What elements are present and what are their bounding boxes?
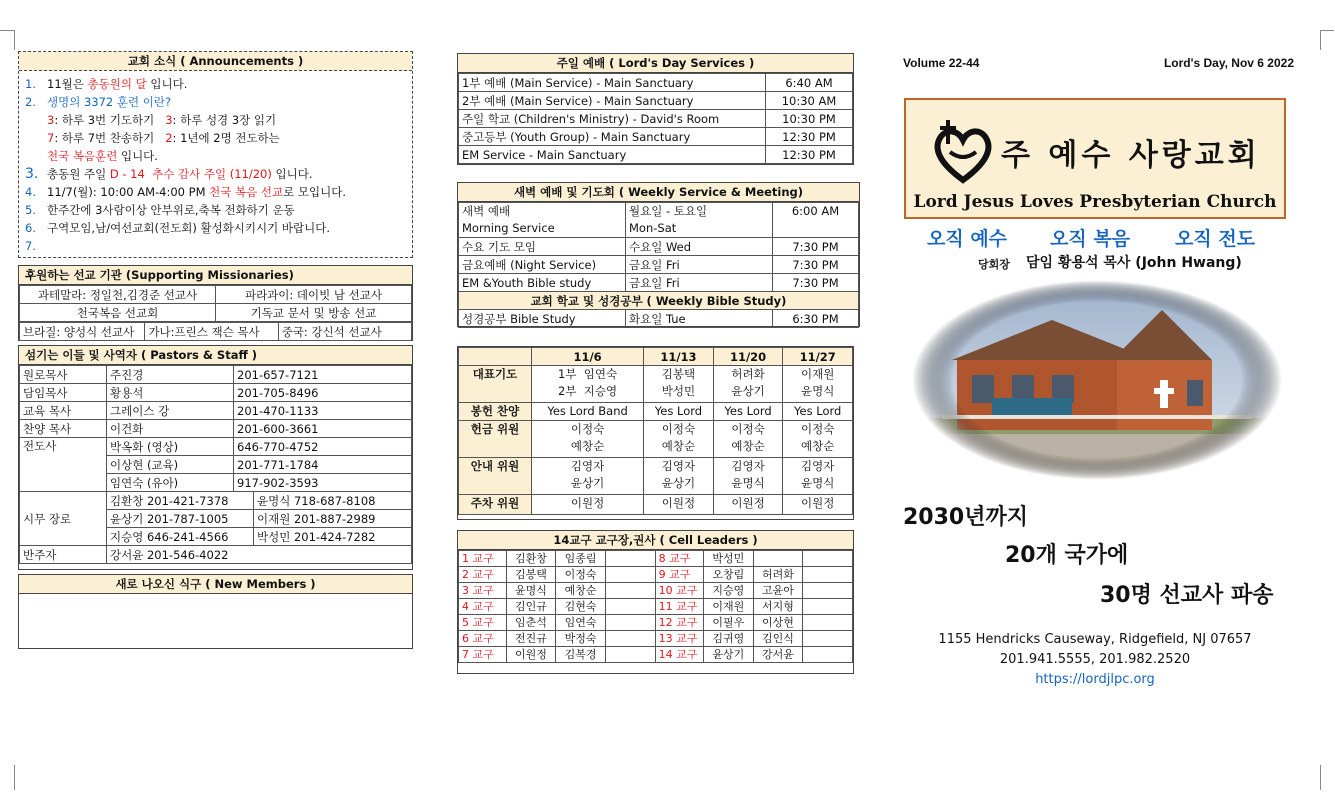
duty-label: 헌금 위원 — [459, 421, 532, 458]
duty-cell — [713, 458, 783, 495]
cell-leader: 박성민 — [703, 551, 753, 567]
duty-name: 2부 지승영 — [558, 384, 618, 398]
duty-name: 예창순 — [731, 439, 765, 453]
duty-cell — [713, 421, 783, 458]
cell-leader: 김현숙 — [556, 599, 606, 615]
lords-day-box — [457, 53, 854, 165]
duty-name: 김영자 — [570, 459, 605, 473]
cell-leader: 김환창 — [506, 551, 556, 567]
cell-leader: 지승영 — [703, 583, 753, 599]
service-time: 12:30 PM — [766, 128, 853, 146]
weekly-service: EM &Youth Bible study — [459, 274, 626, 292]
cell-leader: 전진규 — [506, 631, 556, 647]
missionaries-title: 후원하는 선교 기관 (Supporting Missionaries) — [19, 266, 412, 285]
duty-name: Yes Lord — [794, 404, 842, 418]
vision-line-3: 30명 선교사 파송 — [1100, 583, 1274, 608]
duty-cell — [713, 495, 783, 515]
staff-name: 이상현 (교육) — [107, 456, 234, 474]
logo-korean: 주 예수 사랑교회 — [1001, 138, 1261, 173]
service-time: 10:30 PM — [766, 110, 853, 128]
cell-leader — [803, 551, 853, 567]
duty-row — [459, 403, 853, 421]
cell-group: 1 교구 — [459, 551, 507, 567]
cell-leaders-title: 14교구 교구장,권사 ( Cell Leaders ) — [458, 531, 853, 550]
missionary-cell: 중국: 강신석 선교사 — [278, 323, 411, 341]
cell-group: 14 교구 — [655, 647, 703, 663]
duty-row — [459, 421, 853, 458]
duty-date: 11/13 — [644, 348, 714, 366]
staff-box — [18, 345, 413, 570]
announcement-item — [25, 183, 406, 201]
cell-row — [459, 615, 853, 631]
duty-cell — [783, 403, 853, 421]
duty-corner — [459, 348, 532, 366]
cell-leader — [605, 551, 655, 567]
duty-box — [457, 346, 854, 520]
duty-name: 예창순 — [801, 439, 835, 453]
duty-cell — [532, 366, 644, 403]
service-name: EM Service - Main Sanctuary — [459, 146, 766, 164]
staff-phone: 917-902-3593 — [234, 474, 412, 492]
elder-entry: 지승영 646-241-4566 — [107, 528, 254, 546]
weekly-box — [457, 182, 860, 327]
staff-name: 황용석 — [107, 384, 234, 402]
weekly-time: 7:30 PM — [773, 274, 859, 292]
cell-group: 7 교구 — [459, 647, 507, 663]
phones: 201.941.5555, 201.982.2520 — [999, 652, 1191, 667]
cell-group: 5 교구 — [459, 615, 507, 631]
cell-leader: 김인규 — [506, 599, 556, 615]
duty-name: 이정숙 — [731, 422, 765, 436]
duty-name: 김봉택 — [661, 367, 696, 381]
service-name: 중고등부 (Youth Group) - Main Sanctuary — [459, 128, 766, 146]
announcement-text: : 하루 7번 찬송하기 — [54, 131, 166, 145]
cell-group: 2 교구 — [459, 567, 507, 583]
slogan-2: 오직 복음 — [1050, 228, 1131, 250]
bible-study-title: 교회 학교 및 성경공부 ( Weekly Bible Study) — [459, 292, 859, 310]
weekly-time: 7:30 PM — [773, 238, 859, 256]
weekly-time: 7:30 PM — [773, 256, 859, 274]
church-photo — [912, 280, 1282, 480]
duty-cell — [532, 421, 644, 458]
service-time: 12:30 PM — [766, 146, 853, 164]
cell-group: 12 교구 — [655, 615, 703, 631]
announcement-item — [25, 111, 406, 129]
cell-leader: 임연숙 — [556, 615, 606, 631]
staff-phone: 646-770-4752 — [234, 438, 412, 456]
weekly-title: 새벽 예배 및 기도회 ( Weekly Service & Meeting) — [458, 183, 859, 202]
announcement-text: 로 모입니다. — [283, 185, 346, 199]
duty-label: 봉헌 찬양 — [459, 403, 532, 421]
cell-leader: 김봉택 — [506, 567, 556, 583]
weekly-day: 화요일 Tue — [626, 310, 773, 328]
missionary-cell: 가나:프린스 잭슨 목사 — [145, 323, 278, 341]
missionary-cell: 과테말라: 정일천,김경준 선교사 — [20, 286, 216, 304]
address: 1155 Hendricks Causeway, Ridgefield, NJ 07657 — [938, 632, 1252, 647]
cell-leader — [605, 583, 655, 599]
announcement-item — [25, 93, 406, 111]
cell-leader: 이재원 — [703, 599, 753, 615]
duty-cell — [783, 366, 853, 403]
announcement-text: 입니다. — [271, 167, 313, 181]
weekly-day: 금요일 Fri — [626, 274, 773, 292]
cell-leader: 김인식 — [753, 631, 803, 647]
cell-leader — [803, 583, 853, 599]
vision-line-2: 20개 국가에 — [1005, 543, 1129, 568]
duty-name: 김영자 — [801, 459, 835, 473]
announcement-number: 7. — [25, 239, 36, 253]
announcement-item — [25, 165, 406, 183]
duty-row — [459, 495, 853, 515]
weekly-day-text: 월요일 - 토요일 Mon-Sat — [629, 204, 708, 235]
pastor-name: 담임 황용석 목사 (John Hwang) — [1026, 255, 1242, 271]
duty-name: 김영자 — [731, 459, 765, 473]
duty-label: 안내 위원 — [459, 458, 532, 495]
missionary-cell: 천국복음 선교회 — [20, 304, 216, 322]
elder-entry: 김환창 201-421-7378 — [107, 492, 254, 510]
cell-group: 6 교구 — [459, 631, 507, 647]
duty-cell — [713, 366, 783, 403]
cell-leader — [803, 599, 853, 615]
pastor-prefix: 당회장 — [978, 258, 1010, 271]
duty-name: Yes Lord — [654, 404, 703, 418]
staff-title: 섬기는 이들 및 사역자 ( Pastors & Staff ) — [19, 346, 412, 365]
announcement-text: : 1년에 2명 전도하는 — [172, 131, 280, 145]
announcements-box — [18, 51, 413, 258]
weekly-day: 금요일 Fri — [626, 256, 773, 274]
announcements-title: 교회 소식 ( Announcements ) — [19, 52, 412, 71]
duty-cell — [644, 366, 714, 403]
staff-role: 교육 목사 — [20, 402, 107, 420]
duty-row — [459, 366, 853, 403]
duty-cell — [644, 421, 714, 458]
cell-leader: 강서윤 — [753, 647, 803, 663]
weekly-day: 수요일 Wed — [626, 238, 773, 256]
announcement-text: 구역모임,남/여선교회(전도회) 활성화시키시기 바랍니다. — [47, 221, 330, 235]
announcement-item — [25, 129, 406, 147]
announcement-item — [25, 75, 406, 93]
announcement-item — [25, 201, 406, 219]
duty-name: 이정숙 — [801, 422, 835, 436]
duty-name: 이정숙 — [570, 422, 605, 436]
duty-date: 11/6 — [532, 348, 644, 366]
heart-cross-icon — [928, 118, 998, 190]
cell-group: 9 교구 — [655, 567, 703, 583]
service-name: 2부 예배 (Main Service) - Main Sanctuary — [459, 92, 766, 110]
staff-name: 이건화 — [107, 420, 234, 438]
announcement-text: : 하루 성경 3장 읽기 — [172, 113, 277, 127]
staff-table — [19, 365, 412, 492]
cell-leader — [605, 567, 655, 583]
duty-name: 예창순 — [661, 439, 696, 453]
duty-table — [458, 347, 853, 515]
cell-leader — [803, 631, 853, 647]
slogan-3: 오직 전도 — [1175, 228, 1256, 250]
staff-role: 담임목사 — [20, 384, 107, 402]
announcement-number: 2. — [25, 95, 36, 109]
elder-entry: 윤명식 718-687-8108 — [254, 492, 412, 510]
staff-phone: 201-657-7121 — [234, 366, 412, 384]
staff-name: 주진경 — [107, 366, 234, 384]
cell-row — [459, 583, 853, 599]
church-logo-panel — [904, 98, 1286, 219]
duty-cell — [644, 495, 714, 515]
announcement-text: 11/7(월): 10:00 AM-4:00 PM — [47, 185, 210, 199]
duty-date: 11/20 — [713, 348, 783, 366]
announcement-text: 생명의 3372 훈련 이란? — [47, 95, 172, 109]
weekly-time: 6:00 AM — [773, 203, 859, 238]
cell-row — [459, 551, 853, 567]
duty-name: Yes Lord Band — [547, 404, 628, 418]
staff-role: 시무 장로 — [20, 492, 107, 546]
staff-role: 원로목사 — [20, 366, 107, 384]
announcement-text: : 하루 3번 기도하기 — [54, 113, 166, 127]
announcement-text: 한주간에 3사람이상 안부위로,축복 전화하기 운동 — [47, 203, 295, 217]
announcement-number: 3. — [25, 166, 39, 182]
weekly-time: 6:30 PM — [773, 310, 859, 328]
missionaries-table-row3 — [19, 322, 412, 341]
duty-cell — [713, 403, 783, 421]
service-name: 1부 예배 (Main Service) - Main Sanctuary — [459, 74, 766, 92]
announcement-text: 7 — [47, 131, 55, 145]
cell-leader: 예창순 — [556, 583, 606, 599]
announcement-text: 2 — [165, 131, 173, 145]
announcement-item — [25, 237, 406, 255]
duty-label: 주차 위원 — [459, 495, 532, 515]
announcement-text: 천국 복음 선교 — [209, 185, 284, 199]
staff-role: 전도사 — [20, 438, 107, 492]
duty-name: 이원정 — [731, 496, 765, 510]
duty-name: 예창순 — [570, 439, 605, 453]
cell-leader — [803, 615, 853, 631]
duty-name: 김영자 — [661, 459, 696, 473]
weekly-service: 성경공부 Bible Study — [459, 310, 626, 328]
duty-cell — [532, 458, 644, 495]
duty-name: 윤명식 — [731, 476, 765, 490]
duty-name: 윤상기 — [570, 476, 605, 490]
cell-leader — [605, 647, 655, 663]
new-members-box — [18, 574, 413, 649]
cell-leaders-box — [457, 530, 854, 674]
duty-name: 윤명식 — [801, 476, 835, 490]
new-members-title: 새로 나오신 식구 ( New Members ) — [19, 575, 412, 594]
duty-cell — [532, 403, 644, 421]
cell-leaders-table — [458, 550, 853, 663]
cell-leader: 고윤아 — [753, 583, 803, 599]
duty-cell — [644, 458, 714, 495]
announcements-list — [19, 71, 412, 255]
cell-row — [459, 631, 853, 647]
service-time: 10:30 AM — [766, 92, 853, 110]
staff-phone: 201-771-1784 — [234, 456, 412, 474]
duty-name: 박성민 — [661, 384, 696, 398]
duty-name: Yes Lord — [724, 404, 772, 418]
service-name: 주일 학교 (Children's Ministry) - David's Room — [459, 110, 766, 128]
missionary-cell: 브라질: 양성식 선교사 — [20, 323, 145, 341]
elder-entry: 윤상기 201-787-1005 — [107, 510, 254, 528]
duty-cell — [783, 495, 853, 515]
cell-leader: 윤상기 — [703, 647, 753, 663]
announcement-text: D - 14 추수 감사 주일 (11/20) — [109, 167, 272, 181]
cell-leader: 이정숙 — [556, 567, 606, 583]
cell-row — [459, 567, 853, 583]
cell-leader: 박정숙 — [556, 631, 606, 647]
duty-name: 1부 임연숙 — [558, 367, 618, 381]
announcement-text: 총동원 주일 — [47, 167, 110, 181]
duty-name: 이원정 — [801, 496, 835, 510]
service-time: 6:40 AM — [766, 74, 853, 92]
announcement-text: 총동원의 달 — [87, 77, 147, 91]
duty-cell — [644, 403, 714, 421]
staff-name: 임연숙 (유아) — [107, 474, 234, 492]
duty-cell — [783, 458, 853, 495]
cell-leader: 이상현 — [753, 615, 803, 631]
cell-leader — [605, 599, 655, 615]
elders-table — [19, 491, 412, 564]
announcement-number: 4. — [25, 185, 36, 199]
missionaries-table — [19, 285, 412, 322]
staff-phone: 201-470-1133 — [234, 402, 412, 420]
cell-leader — [605, 615, 655, 631]
announcement-text: 천국 복음훈련 — [47, 149, 118, 163]
announcement-text: 3 — [47, 113, 55, 127]
cell-leader: 김복경 — [556, 647, 606, 663]
duty-name: 윤명식 — [801, 384, 835, 398]
cell-group: 13 교구 — [655, 631, 703, 647]
announcement-item — [25, 147, 406, 165]
announcement-text: 11월은 — [47, 77, 88, 91]
announcement-number: 1. — [25, 77, 36, 91]
missionary-cell: 기독교 문서 및 방송 선교 — [216, 304, 412, 322]
slogan-1: 오직 예수 — [927, 228, 1008, 250]
vision-line-1: 2030년까지 — [903, 505, 1028, 530]
duty-name: 이원정 — [661, 496, 696, 510]
cell-leader — [605, 631, 655, 647]
weekly-day — [626, 203, 773, 238]
website-link[interactable]: https://lordjlpc.org — [1035, 672, 1155, 687]
cell-group: 10 교구 — [655, 583, 703, 599]
announcement-text: 입니다. — [117, 149, 158, 163]
duty-name: 이원정 — [570, 496, 605, 510]
missionary-cell: 파라과이: 데이빗 남 선교사 — [216, 286, 412, 304]
staff-phone: 201-600-3661 — [234, 420, 412, 438]
duty-name: 이정숙 — [661, 422, 696, 436]
volume-label: Volume 22-44 — [903, 56, 980, 70]
staff-role: 반주자 — [20, 546, 107, 564]
cell-leader: 윤명식 — [506, 583, 556, 599]
date-label: Lord's Day, Nov 6 2022 — [1163, 56, 1294, 70]
weekly-service — [459, 203, 626, 238]
cell-group: 3 교구 — [459, 583, 507, 599]
duty-date: 11/27 — [783, 348, 853, 366]
cell-group: 8 교구 — [655, 551, 703, 567]
lords-day-title: 주일 예배 ( Lord's Day Services ) — [458, 54, 853, 73]
lords-day-table — [458, 73, 853, 164]
cell-leader: 임종림 — [556, 551, 606, 567]
duty-name: 이재원 — [801, 367, 835, 381]
cell-leader: 김귀영 — [703, 631, 753, 647]
duty-name: 윤상기 — [661, 476, 696, 490]
announcement-item — [25, 219, 406, 237]
duty-cell — [783, 421, 853, 458]
cell-row — [459, 647, 853, 663]
weekly-service: 금요예배 (Night Service) — [459, 256, 626, 274]
cell-leader: 이원정 — [506, 647, 556, 663]
cell-leader: 임춘석 — [506, 615, 556, 631]
duty-row — [459, 458, 853, 495]
elder-entry: 이재원 201-887-2989 — [254, 510, 412, 528]
staff-name: 박옥화 (영상) — [107, 438, 234, 456]
cell-leader — [753, 551, 803, 567]
duty-name: 윤상기 — [731, 384, 765, 398]
cell-leader — [803, 567, 853, 583]
cell-group: 4 교구 — [459, 599, 507, 615]
weekly-service: 수요 기도 모임 — [459, 238, 626, 256]
announcement-number: 6. — [25, 221, 36, 235]
sexton-entry: 강서윤 201-546-4022 — [107, 546, 412, 564]
cell-group: 11 교구 — [655, 599, 703, 615]
cell-leader: 허려화 — [753, 567, 803, 583]
staff-name: 그레이스 강 — [107, 402, 234, 420]
cell-row — [459, 599, 853, 615]
weekly-service-text: 새벽 예배 Morning Service — [462, 204, 555, 235]
cell-leader: 오창림 — [703, 567, 753, 583]
cell-leader: 이필우 — [703, 615, 753, 631]
announcement-number: 5. — [25, 203, 36, 217]
staff-phone: 201-705-8496 — [234, 384, 412, 402]
cell-leader — [803, 647, 853, 663]
church-name: Lord Jesus Loves Presbyterian Church — [913, 192, 1277, 212]
duty-cell — [532, 495, 644, 515]
elder-entry: 박성민 201-424-7282 — [254, 528, 412, 546]
duty-label: 대표기도 — [459, 366, 532, 403]
staff-role: 찬양 목사 — [20, 420, 107, 438]
announcement-text: 3 — [165, 113, 173, 127]
weekly-table — [458, 202, 859, 328]
announcement-text: 입니다. — [146, 77, 188, 91]
cell-leader: 서지형 — [753, 599, 803, 615]
duty-name: 허려화 — [731, 367, 765, 381]
missionaries-box — [18, 265, 413, 341]
